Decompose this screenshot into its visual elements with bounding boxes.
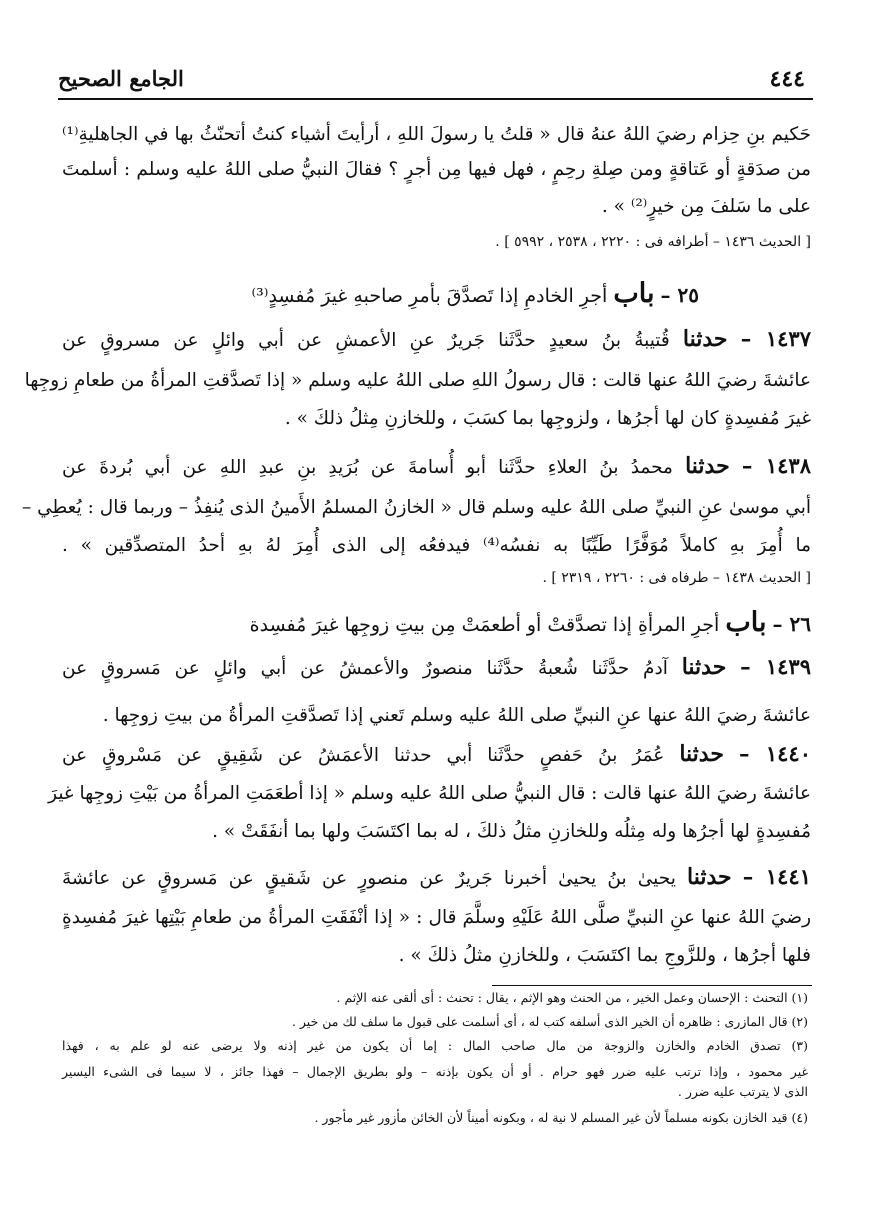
- hadith-first-line: [62, 652, 811, 684]
- chapter-heading: [62, 607, 811, 641]
- page-header: [58, 62, 813, 100]
- haddathana-label: حدثنا: [682, 326, 728, 352]
- text-line: عائشةَ رضيَ اللهُ عنها عنِ النبيِّ صلى اللهُ عليه وسلم تَعني إذا تَصدَّقتِ المرأةُ من بيتِ زوجِها .: [102, 705, 811, 726]
- chapter-number: ٢٦ –: [772, 612, 811, 636]
- haddathana-label: حدثنا: [687, 864, 732, 890]
- text-line: عائشةَ رضيَ اللهُ عنها قالت : قال رسولُ اللهِ صلى اللهُ عليه وسلم « إذا تَصدَّقتِ المرأةُ من طعامِ زوجِها: [24, 370, 811, 391]
- haddathana-label: حدثنا: [679, 741, 724, 767]
- text-line: عائشةَ رضيَ اللهُ عنها قالت : قال النبيُّ صلى اللهُ عليه وسلم « إذا أطعَمَتِ المرأةُ من بَيْتِ زوجِها غيرَ: [48, 783, 811, 804]
- hadith-text: عُمَرُ بنُ حَفصٍ حدَّثَنا أبي حدثنا الأعمَشُ عن شَقِيقٍ عن مَسْروقٍ عن: [62, 745, 665, 766]
- footnote: (١) التحنث : الإحسان وعمل الخير ، من الحنث وهو الإثم ، يقال : تحنث : أى ألقى عنه الإثم .: [336, 990, 808, 1005]
- text-line: من صدَقةٍ أو عَتاقةٍ ومن صِلةِ رحِمٍ ، فهل فيها مِن أجرٍ ؟ فقالَ النبيُّ صلى اللهُ عليه وسلم : أسلمتَ: [62, 159, 811, 180]
- footnote: (٤) قيد الخازن بكونه مسلماً لأن غير المسلم لا نية له ، وبكونه أميناً لأن الخائن مأزور غير مأجور .: [314, 1110, 808, 1125]
- text-line: على ما سَلفَ مِن خيرٍ⁽²⁾ » .: [601, 196, 811, 217]
- hadith-text: يحيىٰ بنُ يحيىٰ أخبرنا جَريرٌ عن منصورٍ عن شَقيقٍ عن مَسروقٍ عن عائشةَ: [62, 868, 676, 889]
- hadith-first-line: [62, 739, 811, 771]
- hadith-first-line: [62, 862, 811, 894]
- chapter-number: ٢٥ –: [660, 283, 699, 307]
- hadith-number: ١٤٤١ –: [742, 864, 811, 889]
- text-line: فلها أجرُها ، وللزَّوجِ بما اكتَسَبَ ، وللخازنِ مثلُ ذلكَ » .: [398, 945, 811, 966]
- text-line: ما أُمِرَ بهِ كاملاً مُوَفَّرًا طَيِّبًا به نفسُه⁽⁴⁾ فيدفعُه إلى الذى أُمِرَ لهُ بهِ أحدُ المتصدِّقين » .: [62, 535, 811, 556]
- text-line: حَكيم بنِ حِزام رضيَ اللهُ عنهُ قال « قلتُ يا رسولَ اللهِ ، أرأيتَ أشياء كنتُ أتحنّثُ بها في الجاهليةِ⁽¹⁾: [62, 124, 811, 145]
- hadith-number: ١٤٣٨ –: [741, 453, 811, 478]
- chapter-heading: [252, 278, 700, 312]
- haddathana-label: حدثنا: [681, 654, 727, 680]
- text-line: أبي موسىٰ عنِ النبيِّ صلى اللهُ عليه وسلم قال « الخازنُ المسلمُ الأَمينُ الذى يُنفِذُ – وربما قال : يُعطِي –: [21, 497, 811, 518]
- hadith-first-line: [62, 451, 811, 483]
- hadith-text: آدمُ حدَّثَنا شُعبةُ حدَّثَنا منصورٌ والأعمشُ عن أبي وائلٍ عن مَسروقٍ عن: [62, 658, 668, 679]
- haddathana-label: حدثنا: [685, 453, 730, 479]
- chapter-bab-label: باب: [725, 607, 767, 638]
- footnote: (٢) قال المازرى : ظاهره أن الخير الذى أسلفه كتب له ، أى أسلمت على قبول ما سلف لك من خير .: [291, 1014, 808, 1029]
- footnote: (٣) تصدق الخادم والخازن والزوجة من مال صاحب المال : إما أن يكون من غير إذنه ولا يرضى عنه لو علم به ، فهذا: [62, 1038, 808, 1053]
- hadith-reference: [ الحديث ١٤٣٨ – طرفاه فى : ٢٢٦٠ ، ٢٣١٩ ] .: [542, 570, 811, 586]
- text-line: مُفسِدةٍ لها أجرُها وله مِثلُه وللخازنِ مثلُ ذلكَ ، له بما اكتَسَبَ ولها بما أنفَقَتْ » .: [212, 821, 811, 842]
- page-number: ٤٤٤: [769, 66, 805, 92]
- hadith-number: ١٤٤٠ –: [738, 741, 811, 766]
- hadith-text: قُتيبةُ بنُ سعيدٍ حدَّثَنا جَريرٌ عنِ الأعمشِ عن أبي وائلٍ عن مسروقٍ عن: [62, 330, 670, 351]
- hadith-reference: [ الحديث ١٤٣٦ – أطرافه فى : ٢٢٢٠ ، ٢٥٣٨ ، ٥٩٩٢ ] .: [495, 234, 811, 250]
- footnote-rule: [492, 985, 812, 986]
- hadith-first-line: [62, 324, 811, 356]
- footnote: غير محمود ، وإذا ترتب عليه ضرر فهو حرام . أو أن يكون بإذنه – ولو بطريق الإجمال – فهذا جائز ، لا سيما فى الشىء اليسير: [62, 1064, 808, 1079]
- chapter-title: أجرِ المرأةِ إذا تصدَّقتْ أو أطعمَتْ مِن بيتِ زوجِها غيرَ مُفسِدة: [249, 614, 720, 636]
- hadith-text: محمدُ بنُ العلاءِ حدَّثَنا أبو أُسامةَ عن بُرَيدِ بنِ عبدِ اللهِ عن أبي بُردةَ عن: [62, 457, 673, 478]
- chapter-bab-label: باب: [613, 278, 655, 309]
- hadith-number: ١٤٣٩ –: [740, 654, 811, 679]
- hadith-number: ١٤٣٧ –: [740, 326, 811, 351]
- text-line: غيرَ مُفسِدةٍ كان لها أجرُها ، ولزوجِها بما كسَبَ ، وللخازنِ مِثلُ ذلكَ » .: [284, 408, 811, 429]
- chapter-title: أجرِ الخادمِ إذا تَصدَّقَ بأمرِ صاحبهِ غيرَ مُفسِدٍ⁽³⁾: [251, 285, 608, 307]
- footnote: الذى لا يترتب عليه ضرر .: [677, 1084, 808, 1099]
- book-title: الجامع الصحيح: [58, 66, 184, 91]
- text-line: رضيَ اللهُ عنها عنِ النبيِّ صلَّى اللهُ عَلَيْهِ وسلَّمَ قال : « إذا أنْفَقَتِ المرأةُ من طعامِ بَيْتِها غيرَ مُفسِدةٍ: [62, 907, 811, 928]
